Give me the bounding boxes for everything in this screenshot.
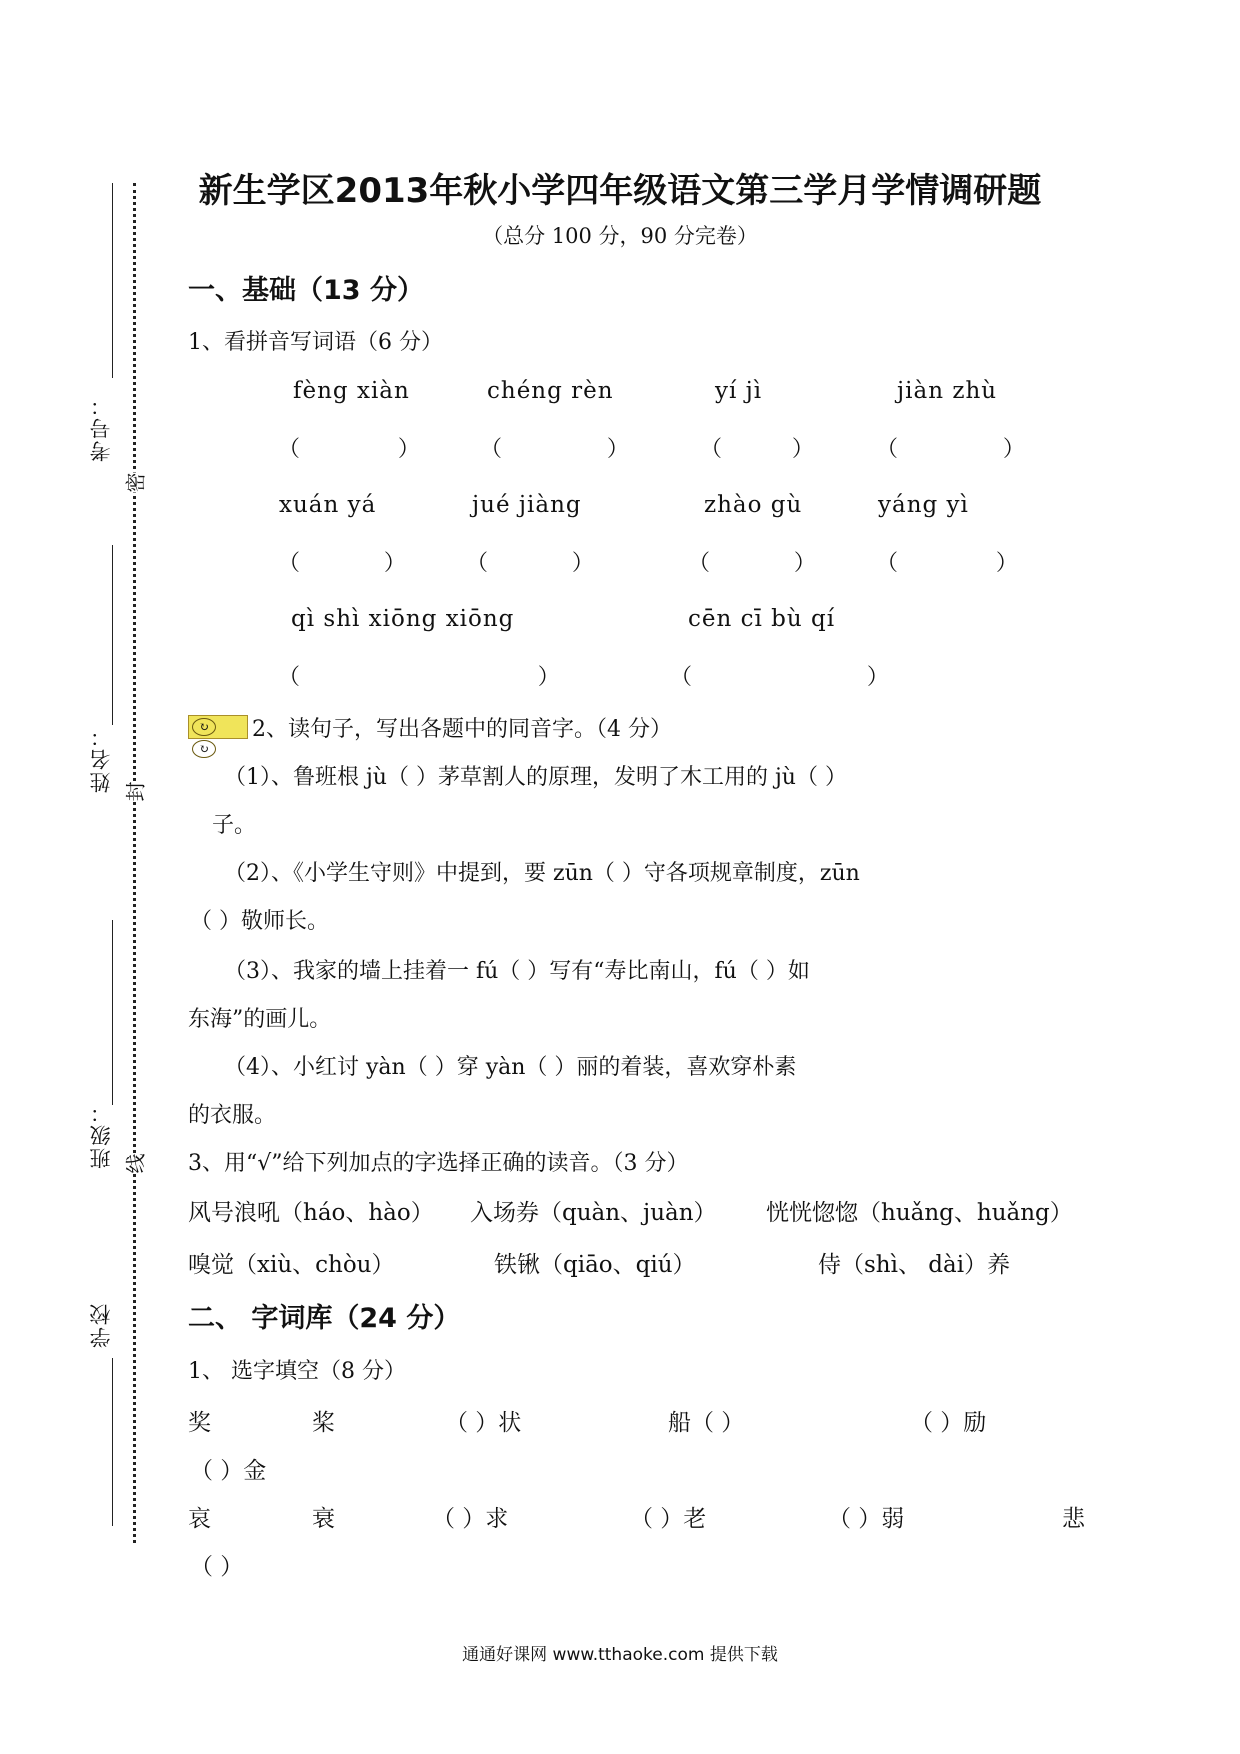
class-label: 班级： [89, 1100, 113, 1169]
reading-choice[interactable]: 风号浪吼（háo、hào） [188, 1200, 434, 1226]
question-3-label: 3、用“√”给下列加点的字选择正确的读音。（3 分） [188, 1151, 689, 1176]
answer-blank[interactable]: （ ） [278, 665, 560, 690]
answer-blank[interactable]: （ ） [278, 437, 420, 462]
answer-blank[interactable]: （ ） [670, 665, 889, 690]
answer-blank[interactable]: （ ） [480, 437, 629, 462]
binding-dotted-line [133, 183, 136, 1543]
pinyin-item: jiàn zhù [897, 378, 998, 404]
q2-line: （2）、《小学生守则》中提到，要 zūn（ ）守各项规章制度，zūn [224, 861, 860, 886]
answer-blank[interactable]: （ ） [278, 551, 406, 576]
reading-choice[interactable]: 侍（shì、 dài）养 [818, 1252, 1011, 1278]
fill-blank[interactable]: （ ）金 [190, 1458, 267, 1484]
pinyin-item: yí jì [715, 378, 763, 404]
q2-line: （3）、我家的墙上挂着一 fú（ ）写有“寿比南山，fú（ ）如 [224, 959, 810, 984]
q2-line: （4）、小红讨 yàn（ ）穿 yàn（ ）丽的着装，喜欢穿朴素 [224, 1055, 797, 1080]
section-2-question-1-label: 1、 选字填空（8 分） [188, 1359, 406, 1384]
q2-line: 东海”的画儿。 [188, 1007, 332, 1032]
pinyin-item: qì shì xiōng xiōng [291, 606, 515, 632]
fill-blank[interactable]: （ ）老 [630, 1506, 707, 1532]
answer-blank[interactable]: （ ） [876, 551, 1018, 576]
pinyin-item: xuán yá [279, 492, 377, 518]
answer-blank[interactable]: （ ） [876, 437, 1025, 462]
score-note: （总分 100 分，90 分完卷） [482, 224, 758, 248]
q2-line: （1）、鲁班根 jù（ ）茅草割人的原理，发明了木工用的 jù（ ） [224, 765, 847, 790]
fill-blank[interactable]: （ ）弱 [828, 1506, 905, 1532]
reading-choice[interactable]: 恍恍惚惚（huǎng、huǎng） [766, 1200, 1073, 1226]
choice-char: 桨 [312, 1410, 335, 1436]
pinyin-item: jué jiàng [472, 492, 582, 518]
q2-line: 子。 [212, 813, 257, 838]
fill-blank[interactable]: （ ）励 [910, 1410, 987, 1436]
fill-blank[interactable]: （ ）状 [445, 1410, 522, 1436]
answer-blank[interactable]: （ ） [466, 551, 594, 576]
footer-credit: 通通好课网 www.tthaoke.com 提供下载 [462, 1645, 778, 1665]
seal-mark-mi: 密 [118, 473, 151, 493]
pinyin-item: cēn cī bù qí [688, 606, 836, 632]
school-fill-line [112, 1358, 113, 1526]
question-1-label: 1、看拼音写词语（6 分） [188, 330, 443, 355]
fill-blank[interactable]: 船（ ） [668, 1410, 745, 1436]
pinyin-item: chéng rèn [487, 378, 614, 404]
section-1-heading: 一、基础（13 分） [188, 275, 424, 306]
question-2-label: 2、读句子，写出各题中的同音字。（4 分） [252, 717, 672, 742]
seal-mark-feng: 封 [118, 782, 151, 802]
exam-number-label: 考号： [89, 393, 113, 462]
choice-char: 衰 [312, 1506, 335, 1532]
pinyin-item: fèng xiàn [293, 378, 410, 404]
seal-mark-xian: 线 [118, 1154, 151, 1174]
section-2-heading: 二、 字词库（24 分） [188, 1303, 461, 1334]
embedded-object-icon: ↻↻ [188, 715, 248, 739]
pinyin-item: zhào gù [704, 492, 803, 518]
q2-line: （ ）敬师长。 [190, 909, 329, 934]
answer-blank[interactable]: （ ） [700, 437, 814, 462]
pinyin-item: yáng yì [878, 492, 969, 518]
name-fill-line [112, 545, 113, 725]
name-label: 姓名： [89, 724, 113, 793]
answer-blank[interactable]: （ ） [688, 551, 816, 576]
fill-blank[interactable]: （ ） [190, 1554, 244, 1580]
choice-char: 哀 [188, 1506, 211, 1532]
school-label: 学校 [89, 1302, 113, 1348]
reading-choice[interactable]: 铁锹（qiāo、qiú） [494, 1252, 696, 1278]
page-title: 新生学区2013年秋小学四年级语文第三学月学情调研题 [198, 171, 1042, 211]
exam-number-fill-line [112, 183, 113, 378]
reading-choice[interactable]: 入场券（quàn、juàn） [470, 1200, 717, 1226]
choice-char: 奖 [188, 1410, 211, 1436]
fill-blank[interactable]: （ ）求 [432, 1506, 509, 1532]
q2-line: 的衣服。 [188, 1103, 277, 1128]
reading-choice[interactable]: 嗅觉（xiù、chòu） [188, 1252, 395, 1278]
choice-char: 悲 [1062, 1506, 1085, 1532]
class-fill-line [112, 920, 113, 1105]
